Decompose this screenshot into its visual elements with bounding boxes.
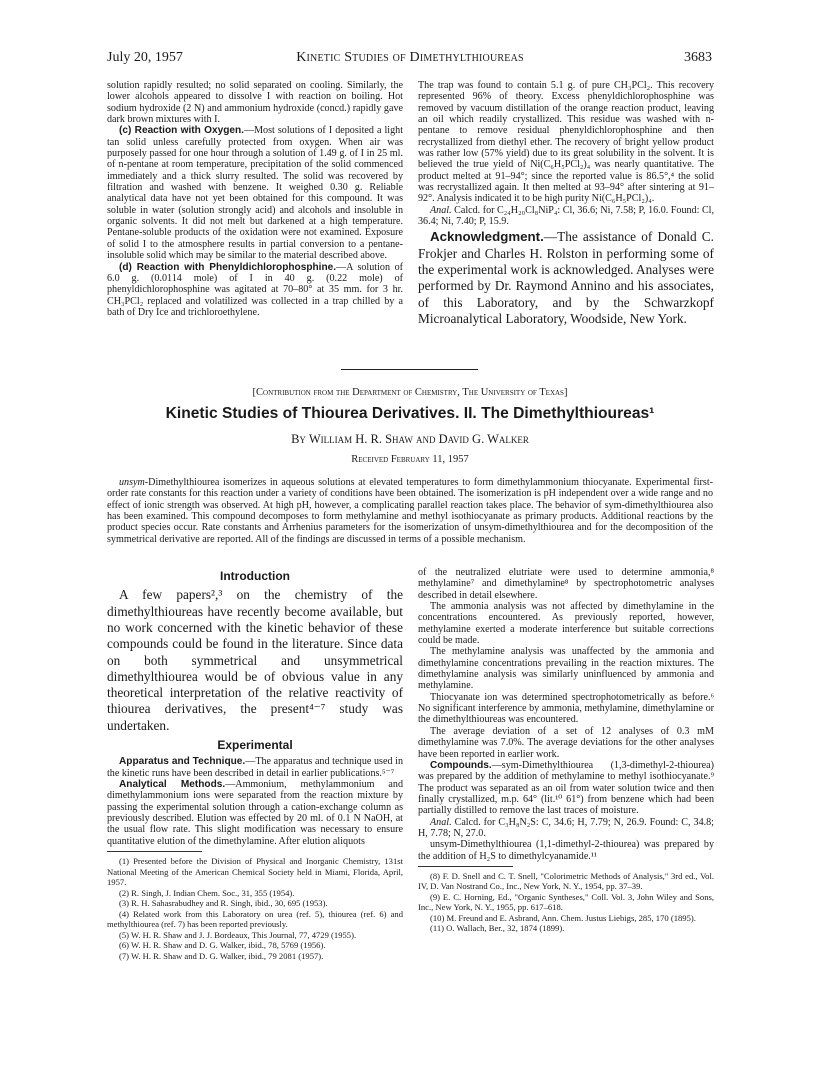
- paragraph: [107, 262, 403, 319]
- paragraph: The trap was found to contain 5.1 g. of pure CH₃PCl₂. This recovery represented 96% of theory. Excess phenyldichlorophosphine was removed by vacuum distillation of the orange reaction product, leaving an oil which readily crystallized. This residue was washed with n-pentane to remove residual phenyldichlorophosphine and then recrystallized from diethyl ether. The recovery of bright yellow product was rather low (57% yield) due to its great solubility in the solvent. It is believed the true yield of Ni(C₆H₅PCl₂)₄ was nearly quantitative. The product melted at 91–94°; since the reported value is 86.5°,⁴ the solid was recrystallized again. It then melted at 93–94° after sintering at 91–92°. Analysis indicated it to be high purity Ni(C₆H₅PCl₂)₄.: [418, 80, 714, 205]
- footnotes-left: [107, 856, 403, 961]
- header-date: July 20, 1957: [107, 50, 183, 65]
- paragraph: [107, 125, 403, 261]
- introduction-text: A few papers²,³ on the chemistry of the dimethylthioureas have recently become available, but no work concerned with the kinetic behavior of these compounds could be found in the literature. Since data on both symmetrical and unsymmetrical dimethylthiourea would be of obvious value in any theoretical interpretation of the relative reactivity of thiourea derivatives, the present⁴⁻⁷ study was undertaken.: [107, 587, 403, 733]
- lower-right-column: [418, 567, 714, 934]
- footnote: (2) R. Singh, J. Indian Chem. Soc., 31, 355 (1954).: [119, 887, 295, 898]
- run-in-heading: Compounds.: [430, 759, 492, 771]
- analysis-line: [418, 205, 714, 228]
- paragraph-text: —The apparatus and technique used in the kinetic runs have been described in detail in earlier publications.⁵⁻⁷: [107, 756, 403, 779]
- received-date: Received February 11, 1957: [351, 454, 469, 465]
- run-in-heading: Apparatus and Technique.: [119, 756, 246, 768]
- footnote: (10) M. Freund and E. Asbrand, Ann. Chem. Justus Liebigs, 285, 170 (1895).: [430, 912, 696, 923]
- footnote: (7) W. H. R. Shaw and D. G. Walker, ibid., 79 2081 (1957).: [119, 950, 324, 961]
- article-title: Kinetic Studies of Thiourea Derivatives. II. The Dimethylthioureas¹: [165, 405, 655, 422]
- running-title: Kinetic Studies of Dimethylthioureas: [296, 50, 524, 65]
- paragraph: The methylamine analysis was unaffected by the ammonia and dimethylamine concentrations prevailing in the reaction mixtures. The dimethylamine analysis was similarly uninfluenced by ammonia and methylamine.: [418, 646, 714, 692]
- abstract-lead: unsym: [119, 477, 145, 488]
- paragraph: solution rapidly resulted; no solid separated on cooling. Similarly, the lower alcohols appeared to dissolve I with reaction on boiling. Hot sodium hydroxide (2 N) and ammonium hydroxide (concd.) rapidly gave dark brown mixtures with I.: [107, 80, 403, 126]
- anal-label: Anal.: [430, 816, 452, 828]
- paragraph: [107, 756, 403, 779]
- footnote: (6) W. H. R. Shaw and D. G. Walker, ibid., 78, 5769 (1956).: [119, 940, 326, 951]
- anal-values: Calcd. for C₂₄H₂₀Cl₈NiP₄: Cl, 36.6; Ni, 7.58; P, 16.0. Found: Cl, 36.4; Ni, 7.40; P, 15.9.: [418, 204, 714, 228]
- footnote-rule: [418, 866, 513, 867]
- top-left-column: [107, 80, 403, 318]
- acknowledgment-text: —The assistance of Donald C. Frokjer and Charles H. Rolston in performing some of the experimental work is acknowledged. Analyses were performed by Dr. Raymond Annino and his associates, of this Laboratory, and by the Schwarzkopf Microanalytical Laboratory, Woodside, New York.: [418, 229, 714, 326]
- footnotes-right: [418, 871, 714, 934]
- anal-label: Anal.: [430, 204, 452, 216]
- run-in-heading: Acknowledgment.: [430, 229, 544, 245]
- abstract: [107, 477, 713, 545]
- footnote: (8) F. D. Snell and C. T. Snell, "Colorimetric Methods of Analysis," 3rd ed., Vol. IV, D. Van Nostrand Co., Inc., New York, N. Y., 1954, pp. 37–39.: [418, 870, 714, 892]
- run-in-heading: Analytical Methods.: [119, 779, 226, 791]
- paragraph: unsym-Dimethylthiourea (1,1-dimethyl-2-thiourea) was prepared by the addition of H₂S to dimethylcyanamide.¹¹: [418, 839, 714, 862]
- run-in-heading: (c) Reaction with Oxygen.: [119, 125, 244, 137]
- paragraph: Thiocyanate ion was determined spectrophotometrically as before.⁶ No significant interference by ammonia, methylamine, dimethylamine or the dimethylthioureas was encountered.: [418, 691, 714, 726]
- footnote-rule: [107, 851, 202, 852]
- top-right-column: [418, 80, 714, 327]
- acknowledgment: [418, 229, 714, 327]
- article-authors: By William H. R. Shaw and David G. Walker: [291, 432, 529, 446]
- footnote: (1) Presented before the Division of Physical and Inorganic Chemistry, 131st National Meeting of the American Chemical Society held in Miami, Florida, April, 1957.: [107, 856, 403, 888]
- experimental-heading: Experimental: [217, 738, 293, 753]
- introduction-heading: Introduction: [220, 569, 290, 583]
- lower-left-column: [107, 567, 403, 961]
- contribution-line: [Contribution from the Department of Chemistry, The University of Texas]: [252, 387, 568, 398]
- paragraph: [107, 779, 403, 847]
- run-in-heading: (d) Reaction with Phenyldichlorophosphine.: [119, 261, 337, 273]
- paragraph-text: —A solution of 6.0 g. (0.0114 mole) of I in 40 g. (0.22 mole) of phenyldichlorophosphine was agitated at 70–80° at 35 mm. for 3 hr. CH₃PCl₂ replaced and volatilized was collected in a trap chilled by a bath of Dry Ice and trichloroethylene.: [107, 261, 403, 318]
- page-number: 3683: [684, 50, 712, 65]
- paragraph: [418, 760, 714, 817]
- anal-values: Calcd. for C₃H₈N₂S: C, 34.6; H, 7.79; N, 26.9. Found: C, 34.8; H, 7.78; N, 27.0.: [418, 816, 714, 839]
- footnote: (3) R. H. Sahasrabudhey and R. Singh, ibid., 30, 695 (1953).: [119, 898, 328, 909]
- section-divider: [341, 369, 478, 370]
- analysis-line: [418, 817, 714, 840]
- abstract-text: -Dimethylthiourea isomerizes in aqueous solutions at elevated temperatures to form dimethylammonium thiocyanate. Experimental first-order rate constants for this reaction under a variety of conditions have been obtained. The isomerization is pH independent over a wide range and no effect of ionic strength was observed. At high pH, however, a complicating parallel reaction takes place. The behavior of sym-dimethylthiourea also has been examined. This compound decomposes to form methylamine and methyl isothiocyanate as primary products. Additional reactions by the product species occur. Rate constants and Arrhenius parameters for the isomerization of unsym-dimethylthiourea and for the decomposition of the symmetrical derivative are reported. All of the findings are discussed in terms of a possible mechanism.: [107, 477, 713, 545]
- footnote: (11) O. Wallach, Ber., 32, 1874 (1899).: [430, 923, 565, 934]
- paragraph-text: —Ammonium, methylammonium and dimethylammonium ions were separated from the reaction mixture by passing the experimental solution through a cation-exchange column as previously described. Elution was effected by 20 ml. of 0.1 N NaOH, at the usual flow rate. This slight modification was necessary to ensure quantitative elution of the dimethylamine. After elution aliquots: [107, 779, 403, 847]
- footnote: (9) E. C. Horning, Ed., "Organic Syntheses," Coll. Vol. 3, John Wiley and Sons, Inc., New York, N. Y., 1955, pp. 617–618.: [418, 891, 714, 913]
- paragraph: The ammonia analysis was not affected by dimethylamine in the concentrations encountered. As previously reported, however, methylamine exerted a moderate interference but suitable corrections could be made.: [418, 601, 714, 647]
- paragraph-text: —Most solutions of I deposited a light tan solid unless carefully protected from oxygen. When air was purposely passed for one hour through a solution of 1.49 g. of I in 25 ml. of n-pentane at room temperature, precipitation of the solid commenced immediately and a thick slurry resulted. The solid was recovered by filtration and washed with benzene. It weighed 0.30 g. Reliable analytical data have not yet been obtained for this compound. It was soluble in water (solution strongly acid) and alcohols and insoluble in organic solvents. It did not melt but darkened at a high temperature. Pentane-soluble products of the oxidation were not examined. Exposure of solid I to the atmosphere results in partial conversion to a pentane-insoluble solid which may be similar to the material described above.: [107, 125, 404, 262]
- footnote: (4) Related work from this Laboratory on urea (ref. 5), thiourea (ref. 6) and methylthiourea (ref. 7) has been reported previously.: [107, 908, 403, 930]
- paragraph: The average deviation of a set of 12 analyses of 0.3 mM dimethylamine was 7.0%. The average deviations for the other analyses have been reported in earlier work.: [418, 725, 714, 760]
- footnote: (5) W. H. R. Shaw and J. J. Bordeaux, This Journal, 77, 4729 (1955).: [119, 929, 357, 940]
- paragraph: of the neutralized elutriate were used to determine ammonia,⁸ methylamine⁷ and dimethylamine⁸ by spectrophotometric analyses described in detail elsewhere.: [418, 567, 714, 601]
- paragraph-text: —sym-Dimethylthiourea (1,3-dimethyl-2-thiourea) was prepared by the addition of methylamine to methyl isothiocyanate.⁹ The product was separated as an oil from water solution twice and then finally crystallized, m.p. 64° (lit.¹⁰ 61°) from benzene which had been partially distilled to remove the last traces of moisture.: [418, 759, 714, 817]
